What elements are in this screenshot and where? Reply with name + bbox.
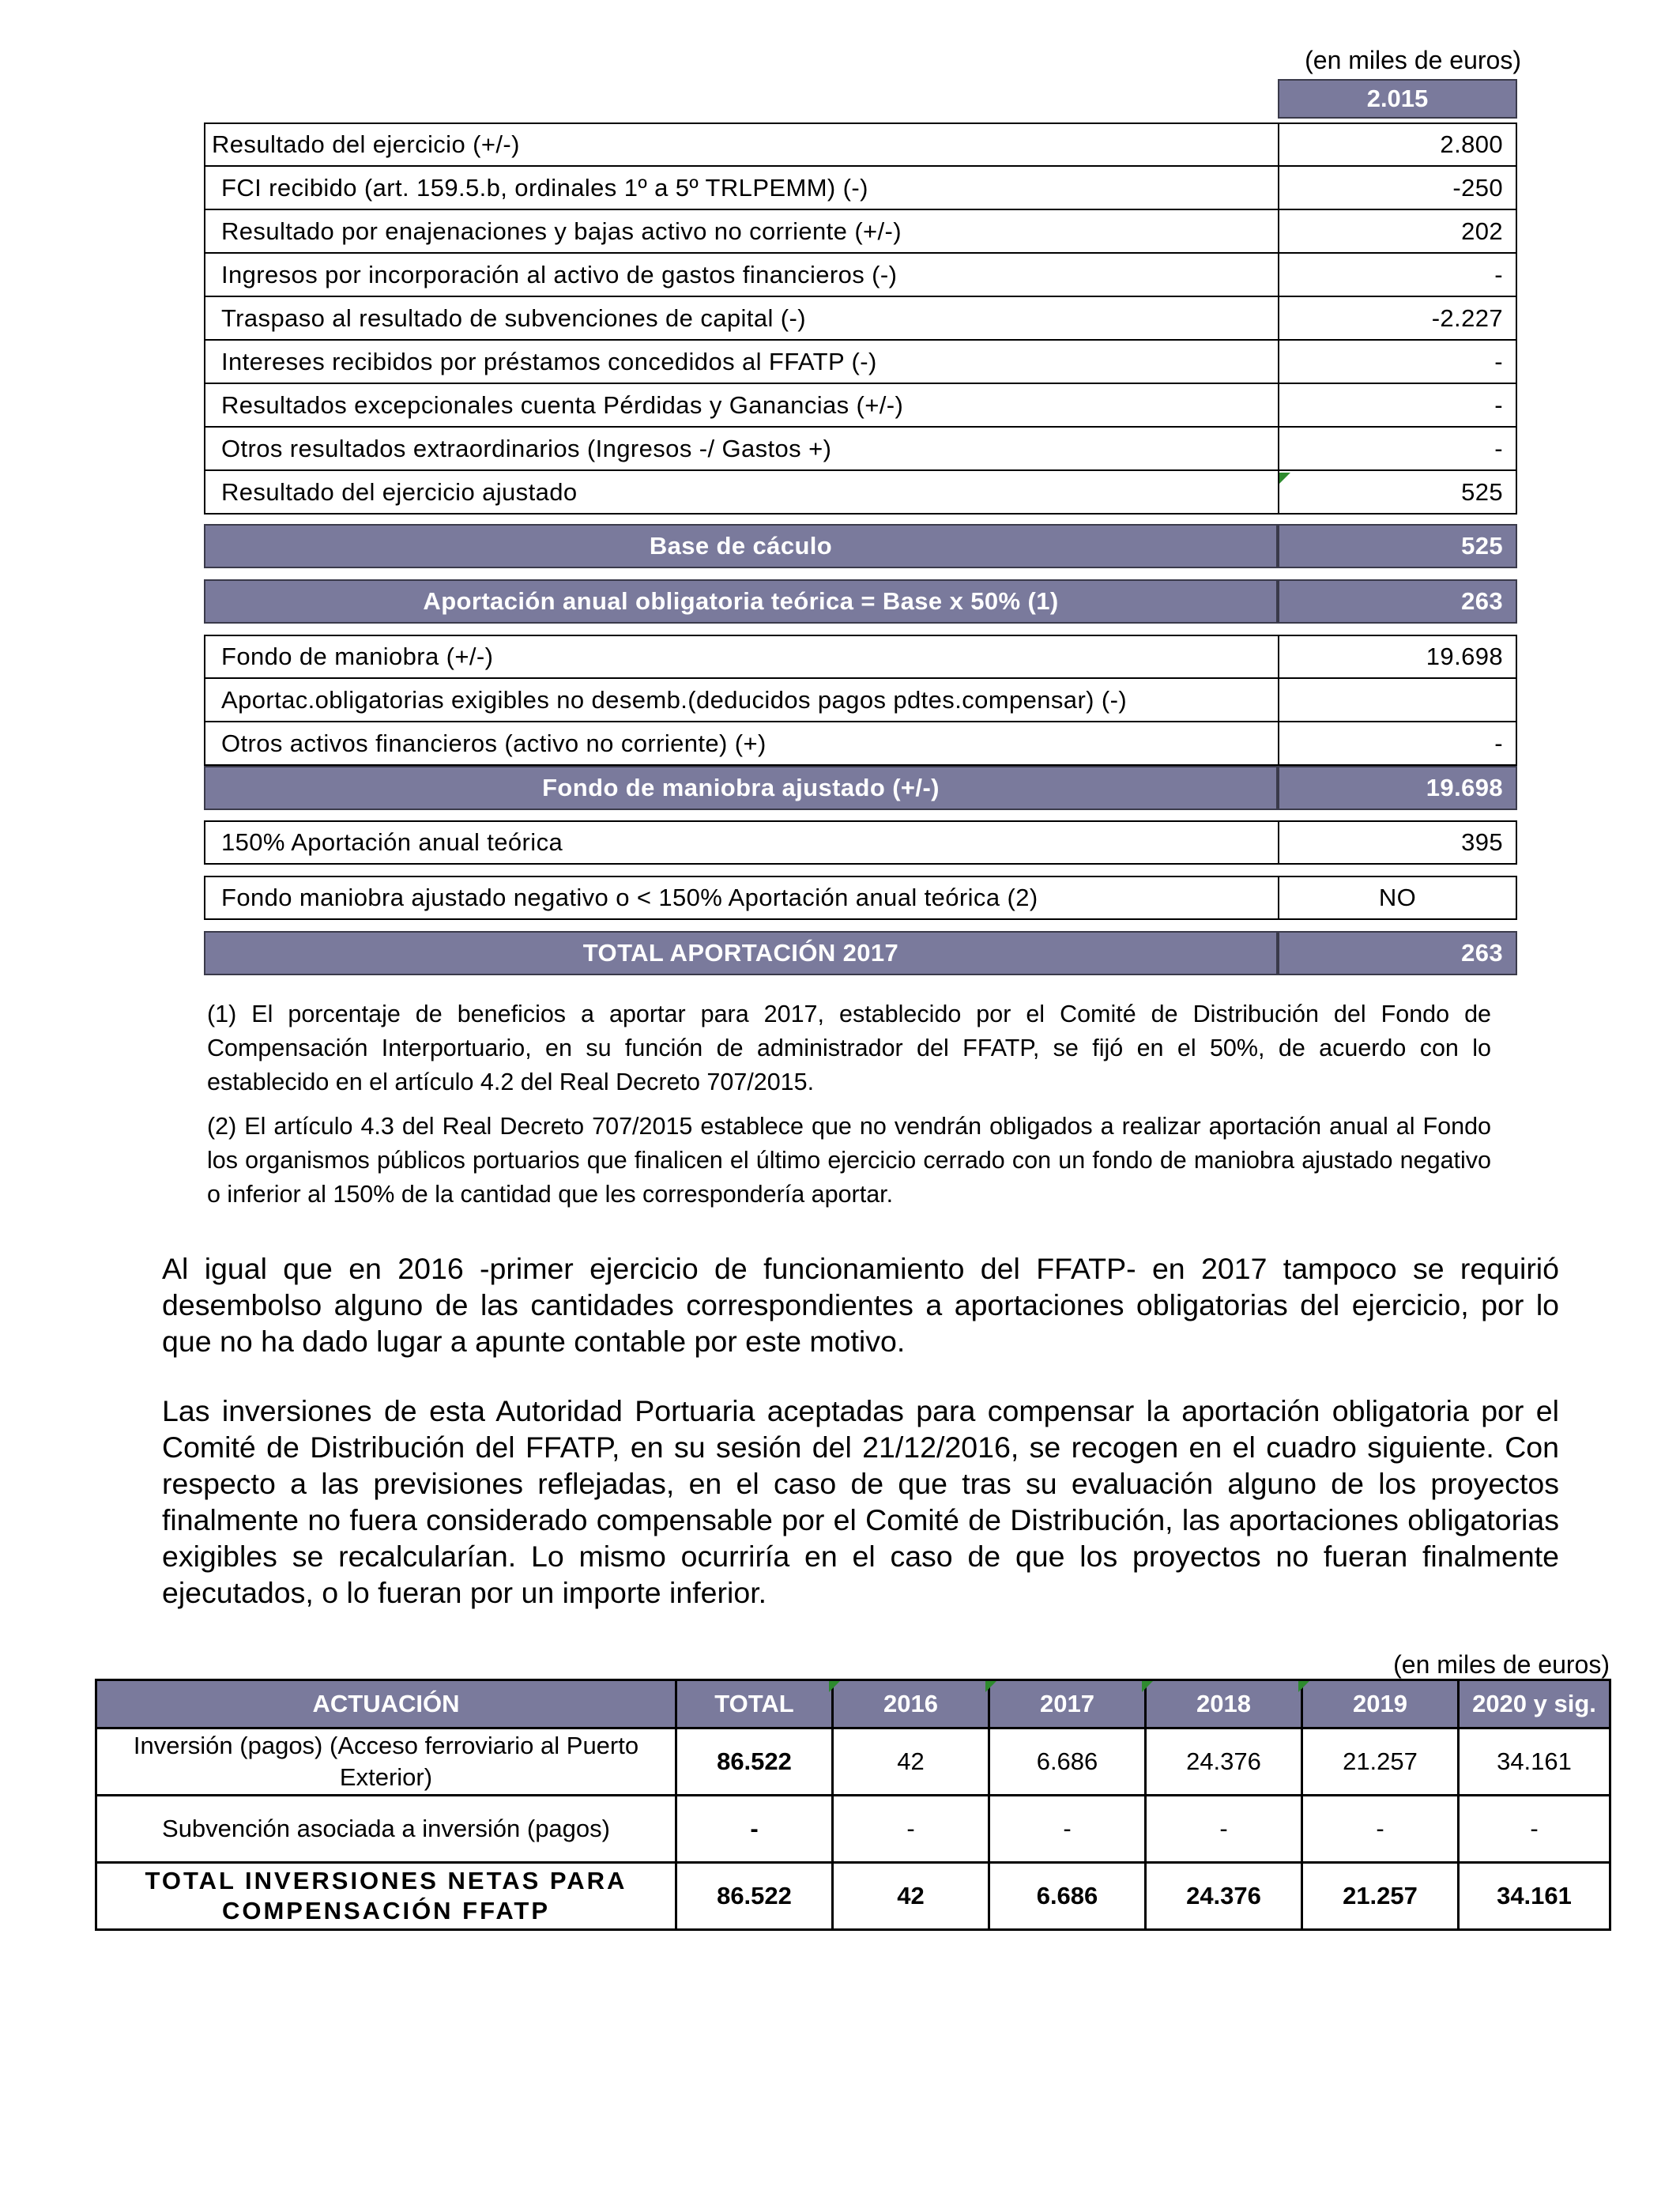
row-label: Intereses recibidos por préstamos concedidos al FFATP (-) <box>204 341 1278 384</box>
table-row <box>204 210 1517 254</box>
row-cell: 21.257 <box>1302 1863 1459 1930</box>
paragraph-1: Al igual que en 2016 -primer ejercicio de funcionamiento del FFATP- en 2017 tampoco se requirió desembolso alguno de las cantidades correspondientes a aportaciones obligatorias del ejercicio, por lo que no ha dado lugar a apunte contable por este motivo. <box>162 1252 1559 1358</box>
table-row <box>204 297 1517 341</box>
col-header-2020: 2020 y sig. <box>1459 1680 1610 1728</box>
col-header-actuacion: ACTUACIÓN <box>96 1680 676 1728</box>
row-value: 395 <box>1278 820 1517 865</box>
footnote-2: (2) El artículo 4.3 del Real Decreto 707/2015 establece que no vendrán obligados a realizar aportación anual al Fondo los organismos públicos portuarios que finalicen el último ejercicio cerrado con un fondo de maniobra ajustado negativo o inferior al 150% de la cantidad que les correspondería aportar. <box>207 1113 1491 1208</box>
table-row <box>204 471 1517 515</box>
row-cell: - <box>833 1796 989 1863</box>
aportacion-teorica-row <box>204 579 1517 624</box>
row-cell: 34.161 <box>1459 1728 1610 1796</box>
row-label: Resultado del ejercicio ajustado <box>204 471 1278 515</box>
row-cell: 6.686 <box>989 1728 1146 1796</box>
row-value: 19.698 <box>1278 635 1517 679</box>
row-cell: - <box>1302 1796 1459 1863</box>
row-value: -2.227 <box>1278 297 1517 341</box>
table-row <box>204 384 1517 428</box>
row-cell: - <box>1459 1796 1610 1863</box>
row-label: Fondo de maniobra (+/-) <box>204 635 1278 679</box>
row-value: - <box>1278 428 1517 471</box>
row-value: 263 <box>1278 579 1517 624</box>
table-row <box>204 635 1517 679</box>
table-row <box>204 679 1517 722</box>
row-label: Aportac.obligatorias exigibles no desemb.(deducidos pagos pdtes.compensar) (-) <box>204 679 1278 722</box>
col-header-2016: 2016 <box>833 1680 989 1728</box>
table-row <box>96 1796 1610 1863</box>
row-cell: 34.161 <box>1459 1863 1610 1930</box>
row-cell: 21.257 <box>1302 1728 1459 1796</box>
cell-marker-icon <box>1298 1681 1309 1692</box>
table-row <box>204 254 1517 297</box>
cell-marker-icon <box>829 1681 840 1692</box>
unit-note-bottom: (en miles de euros) <box>1393 1650 1610 1679</box>
row-total: 86.522 <box>676 1728 833 1796</box>
row-label: 150% Aportación anual teórica <box>204 820 1278 865</box>
year-header: 2.015 <box>1278 79 1517 119</box>
row-value: 525 <box>1278 524 1517 568</box>
cell-marker-icon <box>1142 1681 1153 1692</box>
table-row <box>204 428 1517 471</box>
fondo-ajustado-row <box>204 766 1517 810</box>
total-aportacion-row <box>204 931 1517 975</box>
table-row <box>204 123 1517 167</box>
row-label: Base de cáculo <box>204 524 1278 568</box>
row-label: TOTAL INVERSIONES NETAS PARA COMPENSACIÓN FFATP <box>96 1863 676 1930</box>
row-label: Fondo de maniobra ajustado (+/-) <box>204 766 1278 810</box>
row-total: 86.522 <box>676 1863 833 1930</box>
pct150-row <box>204 820 1517 865</box>
col-header-2019: 2019 <box>1302 1680 1459 1728</box>
row-cell: 42 <box>833 1863 989 1930</box>
col-header-total: TOTAL <box>676 1680 833 1728</box>
row-value: 525 <box>1278 471 1517 515</box>
row-cell: - <box>1146 1796 1302 1863</box>
table-header-row <box>96 1680 1610 1728</box>
row-label: FCI recibido (art. 159.5.b, ordinales 1º a 5º TRLPEMM) (-) <box>204 167 1278 210</box>
row-label: Resultados excepcionales cuenta Pérdidas y Ganancias (+/-) <box>204 384 1278 428</box>
row-cell: 6.686 <box>989 1863 1146 1930</box>
row-label: Aportación anual obligatoria teórica = Base x 50% (1) <box>204 579 1278 624</box>
paragraph-2: Las inversiones de esta Autoridad Portuaria aceptadas para compensar la aportación obligatoria por el Comité de Distribución del FFATP, en su sesión del 21/12/2016, se recogen en el cuadro siguiente. Con respecto a las previsiones reflejadas, en el caso de que tras su evaluación alguno de los proyectos finalmente no fuera considerado compensable por el Comité de Distribución, las aportaciones obligatorias exigibles se recalcularían. Lo mismo ocurriría en el caso de que los proyectos no fueran finalmente ejecutados, o lo fueran por un importe inferior. <box>162 1394 1559 1609</box>
row-label: Subvención asociada a inversión (pagos) <box>96 1796 676 1863</box>
row-label: Fondo maniobra ajustado negativo o < 150% Aportación anual teórica (2) <box>204 876 1278 920</box>
cell-marker-icon <box>985 1681 996 1692</box>
row-label: Otros activos financieros (activo no corriente) (+) <box>204 722 1278 766</box>
row-value: 202 <box>1278 210 1517 254</box>
negativo-row <box>204 876 1517 920</box>
cell-marker-icon <box>1279 473 1290 484</box>
row-value: -250 <box>1278 167 1517 210</box>
row-value: NO <box>1278 876 1517 920</box>
row-label: Traspaso al resultado de subvenciones de capital (-) <box>204 297 1278 341</box>
row-value: - <box>1278 722 1517 766</box>
row-value: 19.698 <box>1278 766 1517 810</box>
row-label: Otros resultados extraordinarios (Ingresos -/ Gastos +) <box>204 428 1278 471</box>
row-value <box>1278 679 1517 722</box>
investments-table <box>95 1679 1611 1931</box>
footnote-1: (1) El porcentaje de beneficios a aportar para 2017, establecido por el Comité de Distribución del Fondo de Compensación Interportuario, en su función de administrador del FFATP, se fijó en el 50%, de acuerdo con lo establecido en el artículo 4.2 del Real Decreto 707/2015. <box>207 1001 1491 1095</box>
unit-note-top: (en miles de euros) <box>1305 46 1521 74</box>
table-total-row <box>96 1863 1610 1930</box>
row-label: Inversión (pagos) (Acceso ferroviario al Puerto Exterior) <box>96 1728 676 1796</box>
row-cell: 42 <box>833 1728 989 1796</box>
row-value: - <box>1278 341 1517 384</box>
row-cell: 24.376 <box>1146 1863 1302 1930</box>
row-label: TOTAL APORTACIÓN 2017 <box>204 931 1278 975</box>
row-total: - <box>676 1796 833 1863</box>
table-row <box>204 722 1517 766</box>
row-cell: 24.376 <box>1146 1728 1302 1796</box>
row-label: Resultado del ejercicio (+/-) <box>204 123 1278 167</box>
row-cell: - <box>989 1796 1146 1863</box>
col-header-2018: 2018 <box>1146 1680 1302 1728</box>
col-header-2017: 2017 <box>989 1680 1146 1728</box>
table-row <box>204 167 1517 210</box>
table-row <box>204 341 1517 384</box>
row-label: Ingresos por incorporación al activo de gastos financieros (-) <box>204 254 1278 297</box>
row-value: 263 <box>1278 931 1517 975</box>
table-row <box>96 1728 1610 1796</box>
row-value: - <box>1278 254 1517 297</box>
base-calculo-row <box>204 524 1517 568</box>
row-value: 2.800 <box>1278 123 1517 167</box>
row-value: - <box>1278 384 1517 428</box>
row-label: Resultado por enajenaciones y bajas activo no corriente (+/-) <box>204 210 1278 254</box>
